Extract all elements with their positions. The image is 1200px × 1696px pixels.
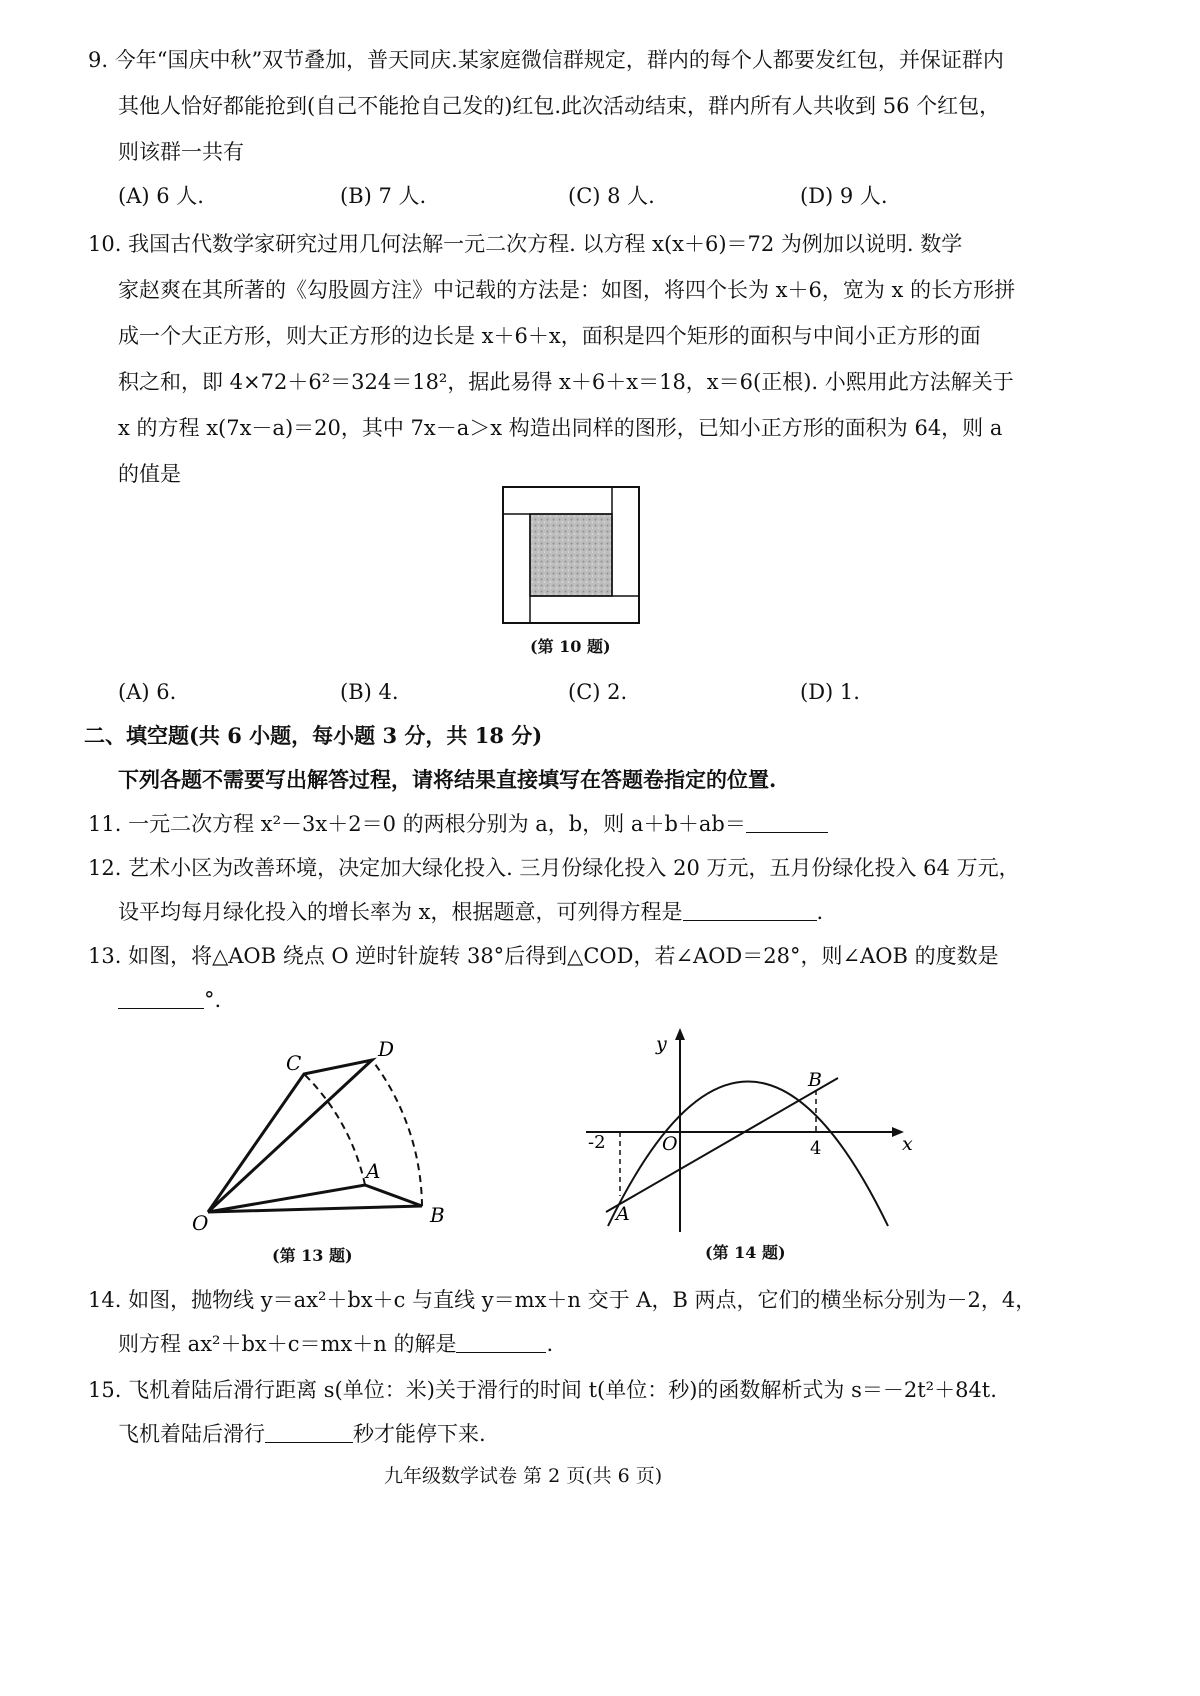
q12-line-end: .	[816, 900, 824, 924]
q10-option-b: (B) 4.	[340, 680, 399, 704]
q10-line-1: 10. 我国古代数学家研究过用几何法解一元二次方程. 以方程 x(x＋6)＝72 为例加以说明. 数学	[88, 232, 963, 256]
q9-option-b: (B) 7 人.	[340, 184, 427, 208]
section-instruction: 下列各题不需要写出解答过程，请将结果直接填写在答题卷指定的位置.	[118, 767, 777, 792]
q14-line-end: .	[546, 1332, 554, 1356]
q9-line-1: 9. 今年“国庆中秋”双节叠加，普天同庆.某家庭微信群规定，群内的每个人都要发红包，并保证群内	[88, 48, 1004, 72]
q9-option-a: (A) 6 人.	[118, 184, 204, 208]
q15-line-2	[118, 1420, 486, 1448]
label-x-4: 4	[810, 1138, 822, 1159]
label-point-a: A	[366, 1159, 381, 1183]
q12-line-1: 12. 艺术小区为改善环境，决定加大绿化投入. 三月份绿化投入 20 万元，五月份绿化投入 64 万元，	[88, 856, 1020, 880]
q15-line-2-text: 飞机着陆后滑行	[118, 1422, 265, 1446]
label-point-b: B	[430, 1203, 445, 1227]
q9-option-d: (D) 9 人.	[800, 184, 888, 208]
label-origin: O	[662, 1133, 678, 1155]
q9-line-3: 则该群一共有	[118, 140, 244, 164]
question-11	[88, 810, 828, 838]
q14-answer-blank[interactable]	[456, 1330, 546, 1353]
q13-rotation-figure	[180, 1030, 480, 1240]
label-point-o: O	[192, 1211, 209, 1235]
q12-line-2-text: 设平均每月绿化投入的增长率为 x，根据题意，可列得方程是	[118, 900, 683, 924]
q15-line-1: 15. 飞机着陆后滑行距离 s(单位：米)关于滑行的时间 t(单位：秒)的函数解析式为 s＝－2t²＋84t.	[88, 1378, 997, 1402]
q10-line-5: x 的方程 x(7x－a)＝20，其中 7x－a＞x 构造出同样的图形，已知小正方形的面积为 64，则 a	[118, 416, 1003, 440]
q13-line-1: 13. 如图，将△AOB 绕点 O 逆时针旋转 38°后得到△COD，若∠AOD＝28°，则∠AOB 的度数是	[88, 944, 999, 968]
q10-line-4: 积之和，即 4×72＋6²＝324＝18²，据此易得 x＋6＋x＝18，x＝6(正根). 小熙用此方法解关于	[118, 370, 1014, 394]
section-title: 二、填空题(共 6 小题，每小题 3 分，共 18 分)	[84, 723, 543, 748]
label-point-d: D	[378, 1037, 395, 1061]
page-footer: 九年级数学试卷 第 2 页(共 6 页)	[384, 1465, 663, 1487]
q10-figure-caption: (第 10 题)	[530, 637, 611, 656]
q10-option-c: (C) 2.	[568, 680, 628, 704]
q11-answer-blank[interactable]	[746, 810, 828, 833]
q15-line-2-end: 秒才能停下来.	[353, 1422, 486, 1446]
q9-line-2: 其他人恰好都能抢到(自己不能抢自己发的)红包.此次活动结束，群内所有人共收到 56 个红包，	[118, 94, 1001, 118]
label-x-axis: x	[902, 1133, 913, 1155]
label-point-a: A	[616, 1203, 630, 1225]
q9-option-c: (C) 8 人.	[568, 184, 655, 208]
q12-answer-blank[interactable]	[683, 898, 817, 921]
q15-answer-blank[interactable]	[265, 1420, 353, 1443]
q10-line-3: 成一个大正方形，则大正方形的边长是 x＋6＋x，面积是四个矩形的面积与中间小正方形的面	[118, 324, 981, 348]
q14-line-2	[118, 1330, 553, 1358]
q14-line-1: 14. 如图，抛物线 y＝ax²＋bx＋c 与直线 y＝mx＋n 交于 A，B 两点，它们的横坐标分别为－2，4，	[88, 1288, 1037, 1312]
q12-line-2	[118, 898, 823, 926]
q14-parabola-figure	[576, 1020, 926, 1240]
q10-line-6: 的值是	[118, 462, 181, 486]
q13-line-2	[118, 986, 221, 1014]
q14-line-2-text: 则方程 ax²＋bx＋c＝mx＋n 的解是	[118, 1332, 457, 1356]
q13-line-end: °.	[204, 988, 222, 1012]
q10-option-d: (D) 1.	[800, 680, 860, 704]
label-y-axis: y	[656, 1033, 667, 1055]
q10-line-2: 家赵爽在其所著的《勾股圆方注》中记载的方法是：如图，将四个长为 x＋6，宽为 x 的长方形拼	[118, 278, 1016, 302]
q10-option-a: (A) 6.	[118, 680, 177, 704]
q10-square-figure	[498, 482, 644, 628]
q14-figure-caption: (第 14 题)	[705, 1243, 786, 1262]
label-point-b: B	[808, 1069, 822, 1091]
q13-answer-blank[interactable]	[118, 986, 204, 1009]
q13-figure-caption: (第 13 题)	[272, 1246, 353, 1265]
label-point-c: C	[286, 1051, 302, 1075]
label-x-minus-2: -2	[588, 1132, 606, 1153]
q11-text: 11. 一元二次方程 x²－3x＋2＝0 的两根分别为 a，b，则 a＋b＋ab＝	[88, 812, 746, 836]
